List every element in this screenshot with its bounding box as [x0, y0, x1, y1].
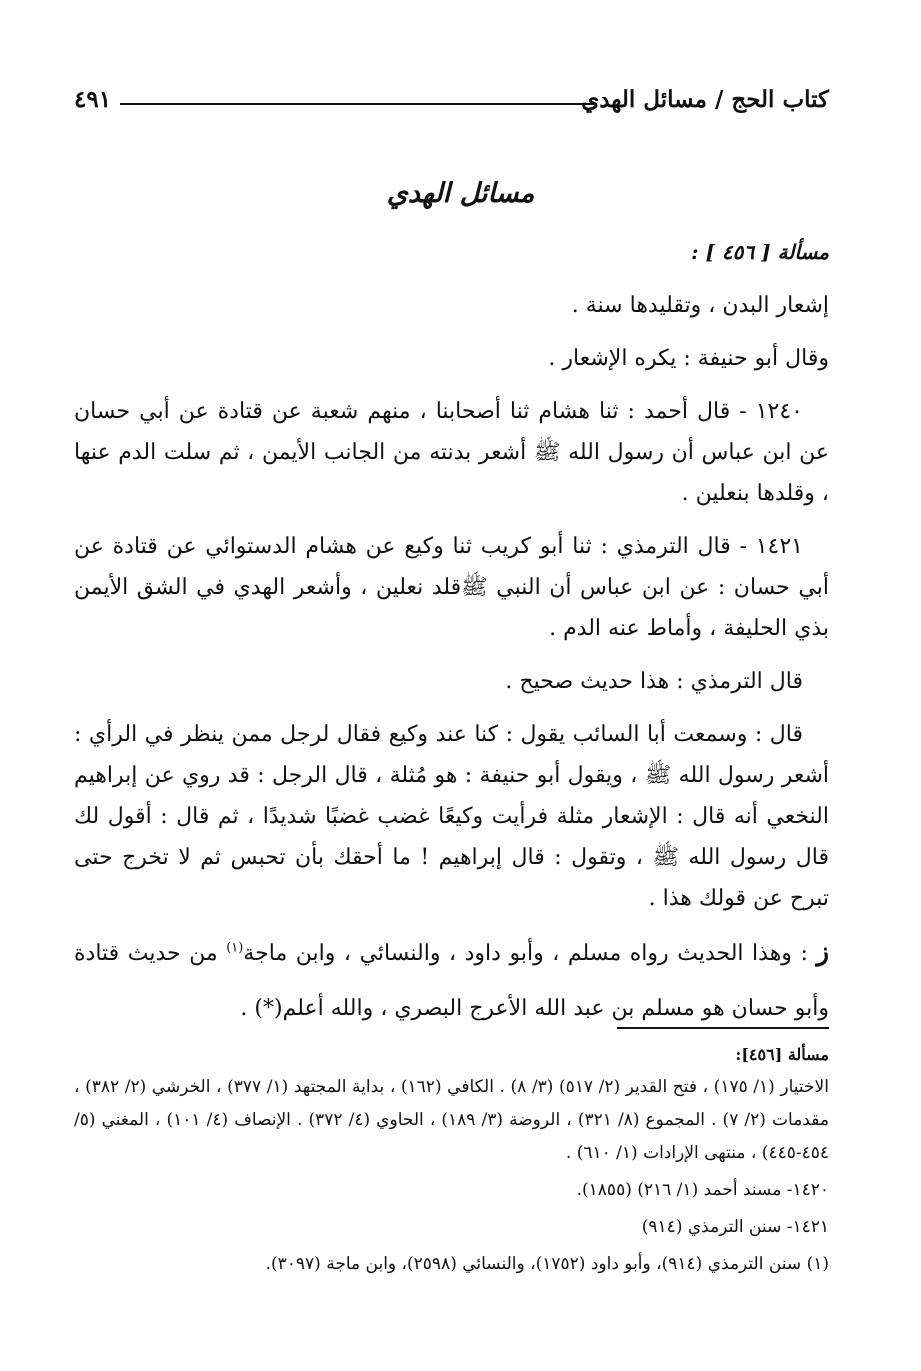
- zay-marker: ز: [816, 937, 829, 967]
- footnote-rule: [617, 1027, 829, 1029]
- hadith-1421: ١٤٢١ - قال الترمذي : ثنا أبو كريب ثنا وكيع عن هشام الدستوائي عن قتادة عن أبي حسان : عن ابن عباس أن النبي ﷺقلد نعلين ، وأشعر الهدي في الشق الأيمن بذي الحليفة ، وأماط عنه الدم .: [74, 534, 829, 641]
- zay-text-2: من حديث قتادة وأبو حسان هو مسلم بن عبد الله الأعرج البصري ، والله أعلم(*) .: [74, 941, 829, 1021]
- header-rule: [120, 103, 594, 105]
- running-header: [74, 84, 829, 124]
- tirmidhi-grade: قال الترمذي : هذا حديث صحيح .: [505, 669, 803, 694]
- footnote-label: مسألة [٤٥٦]:: [735, 1045, 829, 1064]
- abu-hanifa-opinion: وقال أبو حنيفة : يكره الإشعار .: [548, 346, 829, 371]
- zay-commentary: [74, 925, 829, 1036]
- page-number: ٤٩١: [74, 86, 112, 113]
- running-header-title: كتاب الحج / مسائل الهدي: [581, 86, 829, 113]
- ruling-statement: إشعار البدن ، وتقليدها سنة .: [571, 293, 829, 318]
- footnotes: [74, 1038, 829, 1281]
- masala-label: مسألة [ ٤٥٦ ] :: [691, 240, 829, 264]
- main-text: [74, 232, 829, 1036]
- zay-text-1: : وهذا الحديث رواه مسلم ، وأبو داود ، والنسائي ، وابن ماجة: [243, 941, 817, 966]
- footnote-refs: الاختيار (١/ ١٧٥) ، فتح القدير (٢/ ٥١٧) (٣/ ٨) . الكافي (١٦٢) ، بداية المجتهد (١/ ٣٧٧) ، الخرشي (٢/ ٣٨٢) ، مقدمات (٢/ ٧) . المجموع (٨/ ٣٢١) ، الروضة (٣/ ١٨٩) ، الحاوي (٤/ ٣٧٢) . الإنصاف (٤/ ١٠١) ، المغني (٥/ ٤٥٤-٤٤٥) ، منتهى الإرادات (١/ ٦١٠) .: [74, 1077, 829, 1163]
- waki-story: قال : وسمعت أبا السائب يقول : كنا عند وكيع فقال لرجل ممن ينظر في الرأي : أشعر رسول الله ﷺ ، ويقول أبو حنيفة : هو مُثلة ، قال الرجل : قد روي عن إبراهيم النخعي أنه قال : الإشعار مثلة فرأيت وكيعًا غضب غضبًا شديدًا ، ثم قال : أقول لك قال رسول الله ﷺ ، وتقول : قال إبراهيم ! ما أحقك بأن تحبس ثم لا تخرج حتى تبرح عن قولك هذا .: [74, 722, 829, 911]
- hadith-1240: ١٢٤٠ - قال أحمد : ثنا هشام ثنا أصحابنا ، منهم شعبة عن قتادة عن أبي حسان عن ابن عباس أن رسول الله ﷺ أشعر بدنته من الجانب الأيمن ، ثم سلت الدم عنها ، وقلدها بنعلين .: [74, 399, 829, 506]
- section-title: مسائل الهدي: [386, 178, 535, 209]
- footnote-1420: ١٤٢٠- مسند أحمد (١/ ٢١٦) (١٨٥٥).: [576, 1180, 829, 1200]
- footnote-1: (١) سنن الترمذي (٩١٤)، وأبو داود (١٧٥٢)، والنسائي (٢٥٩٨)، وابن ماجة (٣٠٩٧).: [265, 1254, 829, 1274]
- footnote-1421: ١٤٢١- سنن الترمذي (٩١٤): [641, 1217, 829, 1237]
- footnote-ref: (١): [226, 940, 244, 956]
